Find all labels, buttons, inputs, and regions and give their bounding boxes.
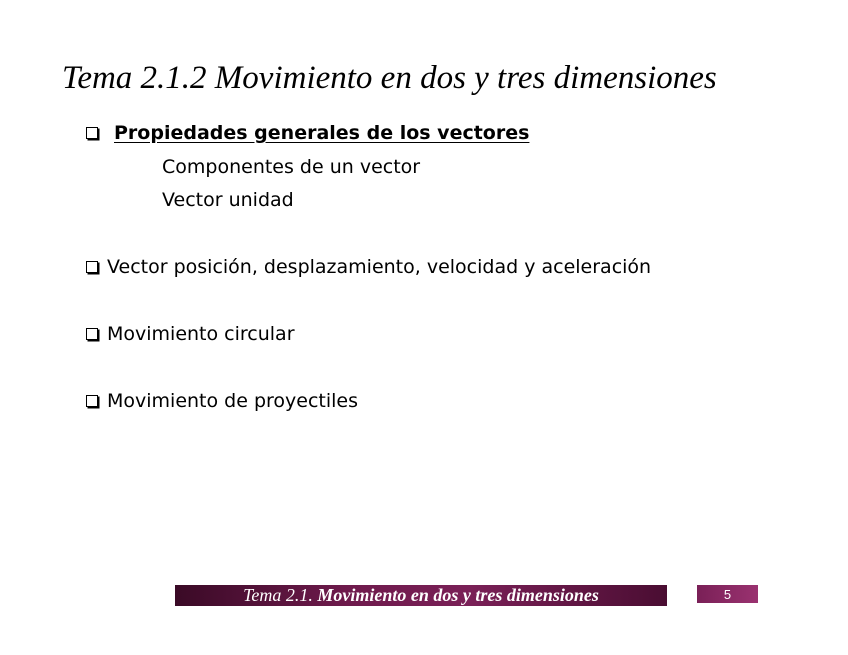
subitem-unit-vector: Vector unidad xyxy=(162,189,294,211)
bullet-item-vector-properties xyxy=(86,122,529,144)
footer-bar xyxy=(175,585,667,606)
page-number-badge: 5 xyxy=(697,585,758,603)
checkbox-square-icon xyxy=(86,328,98,340)
footer-title: Movimiento en dos y tres dimensiones xyxy=(317,585,599,605)
bullet-item-position-vector xyxy=(86,256,651,278)
bullet-item-projectile-motion xyxy=(86,390,358,412)
slide-title: Tema 2.1.2 Movimiento en dos y tres dimensiones xyxy=(62,60,717,96)
checkbox-square-icon xyxy=(86,127,98,139)
checkbox-square-icon xyxy=(86,261,98,273)
bullet-text: Vector posición, desplazamiento, velocidad y aceleración xyxy=(107,256,652,278)
checkbox-square-icon xyxy=(86,395,98,407)
bullet-text: Propiedades generales de los vectores xyxy=(114,122,530,144)
bullet-text: Movimiento de proyectiles xyxy=(107,390,359,412)
bullet-text: Movimiento circular xyxy=(107,323,295,345)
footer-prefix: Tema 2.1. xyxy=(243,585,318,605)
bullet-item-circular-motion xyxy=(86,323,295,345)
footer-text xyxy=(243,585,599,606)
subitem-vector-components: Componentes de un vector xyxy=(162,156,421,178)
